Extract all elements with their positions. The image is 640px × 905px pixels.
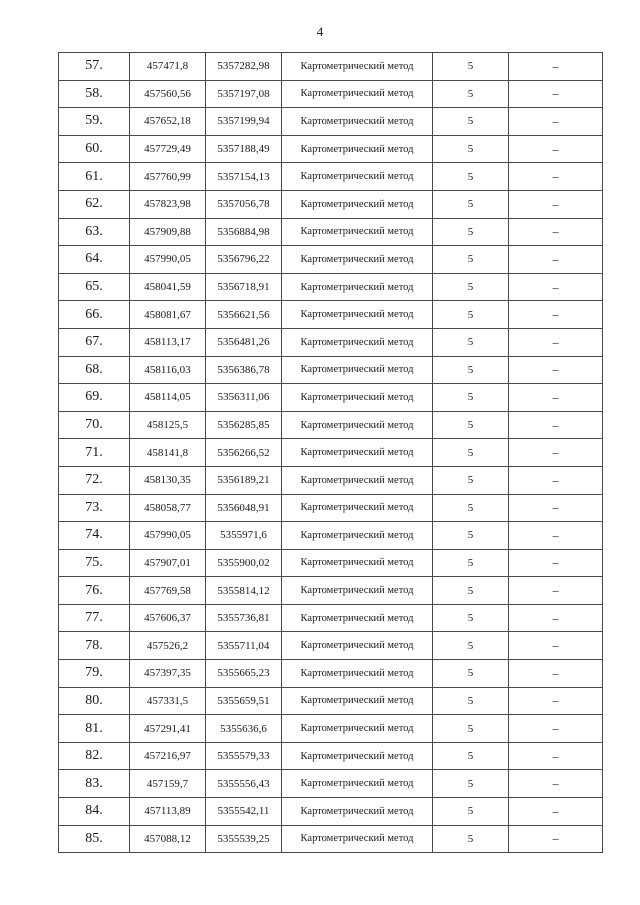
y-coordinate-cell: 5355659,51 <box>206 687 282 715</box>
y-coordinate-cell: 5357154,13 <box>206 163 282 191</box>
note-cell: – <box>509 246 603 274</box>
x-coordinate-cell: 457907,01 <box>130 549 206 577</box>
x-coordinate-cell: 457526,2 <box>130 632 206 660</box>
method-cell: Картометрический метод <box>282 163 433 191</box>
note-cell: – <box>509 604 603 632</box>
y-coordinate-cell: 5356048,91 <box>206 494 282 522</box>
table-row <box>59 632 603 660</box>
table-row <box>59 798 603 826</box>
x-coordinate-cell: 457760,99 <box>130 163 206 191</box>
note-cell: – <box>509 742 603 770</box>
method-cell: Картометрический метод <box>282 356 433 384</box>
accuracy-cell: 5 <box>433 825 509 853</box>
x-coordinate-cell: 457652,18 <box>130 108 206 136</box>
table-row <box>59 108 603 136</box>
table-row <box>59 604 603 632</box>
table-row <box>59 577 603 605</box>
point-number-cell: 61. <box>59 163 130 191</box>
method-cell: Картометрический метод <box>282 328 433 356</box>
point-number-cell: 81. <box>59 715 130 743</box>
note-cell: – <box>509 108 603 136</box>
note-cell: – <box>509 439 603 467</box>
x-coordinate-cell: 458141,8 <box>130 439 206 467</box>
method-cell: Картометрический метод <box>282 246 433 274</box>
accuracy-cell: 5 <box>433 163 509 191</box>
table-row <box>59 549 603 577</box>
table-row <box>59 80 603 108</box>
y-coordinate-cell: 5357282,98 <box>206 53 282 81</box>
accuracy-cell: 5 <box>433 577 509 605</box>
point-number-cell: 78. <box>59 632 130 660</box>
point-number-cell: 75. <box>59 549 130 577</box>
x-coordinate-cell: 457769,58 <box>130 577 206 605</box>
accuracy-cell: 5 <box>433 135 509 163</box>
method-cell: Картометрический метод <box>282 53 433 81</box>
note-cell: – <box>509 770 603 798</box>
point-number-cell: 84. <box>59 798 130 826</box>
point-number-cell: 62. <box>59 190 130 218</box>
point-number-cell: 59. <box>59 108 130 136</box>
x-coordinate-cell: 457560,56 <box>130 80 206 108</box>
point-number-cell: 63. <box>59 218 130 246</box>
point-number-cell: 72. <box>59 466 130 494</box>
accuracy-cell: 5 <box>433 660 509 688</box>
method-cell: Картометрический метод <box>282 218 433 246</box>
x-coordinate-cell: 458041,59 <box>130 273 206 301</box>
x-coordinate-cell: 458116,03 <box>130 356 206 384</box>
method-cell: Картометрический метод <box>282 798 433 826</box>
y-coordinate-cell: 5356481,26 <box>206 328 282 356</box>
method-cell: Картометрический метод <box>282 825 433 853</box>
table-row <box>59 384 603 412</box>
x-coordinate-cell: 457216,97 <box>130 742 206 770</box>
y-coordinate-cell: 5356386,78 <box>206 356 282 384</box>
table-row <box>59 687 603 715</box>
table-row <box>59 53 603 81</box>
coordinates-table <box>58 52 603 853</box>
note-cell: – <box>509 798 603 826</box>
point-number-cell: 74. <box>59 522 130 550</box>
point-number-cell: 85. <box>59 825 130 853</box>
note-cell: – <box>509 411 603 439</box>
method-cell: Картометрический метод <box>282 384 433 412</box>
x-coordinate-cell: 457990,05 <box>130 522 206 550</box>
accuracy-cell: 5 <box>433 53 509 81</box>
accuracy-cell: 5 <box>433 770 509 798</box>
method-cell: Картометрический метод <box>282 604 433 632</box>
x-coordinate-cell: 458058,77 <box>130 494 206 522</box>
page-number: 4 <box>316 24 324 39</box>
method-cell: Картометрический метод <box>282 411 433 439</box>
accuracy-cell: 5 <box>433 384 509 412</box>
accuracy-cell: 5 <box>433 411 509 439</box>
note-cell: – <box>509 825 603 853</box>
method-cell: Картометрический метод <box>282 108 433 136</box>
x-coordinate-cell: 458081,67 <box>130 301 206 329</box>
table-row <box>59 135 603 163</box>
x-coordinate-cell: 458130,35 <box>130 466 206 494</box>
note-cell: – <box>509 135 603 163</box>
y-coordinate-cell: 5355542,11 <box>206 798 282 826</box>
y-coordinate-cell: 5355900,02 <box>206 549 282 577</box>
point-number-cell: 73. <box>59 494 130 522</box>
point-number-cell: 71. <box>59 439 130 467</box>
note-cell: – <box>509 494 603 522</box>
x-coordinate-cell: 457331,5 <box>130 687 206 715</box>
method-cell: Картометрический метод <box>282 770 433 798</box>
table-row <box>59 411 603 439</box>
y-coordinate-cell: 5356884,98 <box>206 218 282 246</box>
point-number-cell: 83. <box>59 770 130 798</box>
accuracy-cell: 5 <box>433 604 509 632</box>
y-coordinate-cell: 5357188,49 <box>206 135 282 163</box>
y-coordinate-cell: 5355556,43 <box>206 770 282 798</box>
x-coordinate-cell: 458113,17 <box>130 328 206 356</box>
point-number-cell: 65. <box>59 273 130 301</box>
x-coordinate-cell: 457397,35 <box>130 660 206 688</box>
point-number-cell: 67. <box>59 328 130 356</box>
x-coordinate-cell: 458125,5 <box>130 411 206 439</box>
y-coordinate-cell: 5357199,94 <box>206 108 282 136</box>
table-row <box>59 742 603 770</box>
y-coordinate-cell: 5357056,78 <box>206 190 282 218</box>
note-cell: – <box>509 53 603 81</box>
x-coordinate-cell: 457909,88 <box>130 218 206 246</box>
x-coordinate-cell: 457471,8 <box>130 53 206 81</box>
point-number-cell: 79. <box>59 660 130 688</box>
point-number-cell: 64. <box>59 246 130 274</box>
note-cell: – <box>509 384 603 412</box>
y-coordinate-cell: 5356621,56 <box>206 301 282 329</box>
x-coordinate-cell: 457823,98 <box>130 190 206 218</box>
method-cell: Картометрический метод <box>282 549 433 577</box>
y-coordinate-cell: 5355579,33 <box>206 742 282 770</box>
accuracy-cell: 5 <box>433 522 509 550</box>
point-number-cell: 82. <box>59 742 130 770</box>
y-coordinate-cell: 5355971,6 <box>206 522 282 550</box>
table-row <box>59 163 603 191</box>
accuracy-cell: 5 <box>433 466 509 494</box>
accuracy-cell: 5 <box>433 246 509 274</box>
note-cell: – <box>509 632 603 660</box>
accuracy-cell: 5 <box>433 301 509 329</box>
note-cell: – <box>509 218 603 246</box>
method-cell: Картометрический метод <box>282 135 433 163</box>
accuracy-cell: 5 <box>433 549 509 577</box>
x-coordinate-cell: 457088,12 <box>130 825 206 853</box>
method-cell: Картометрический метод <box>282 466 433 494</box>
point-number-cell: 69. <box>59 384 130 412</box>
y-coordinate-cell: 5355665,23 <box>206 660 282 688</box>
table-row <box>59 522 603 550</box>
accuracy-cell: 5 <box>433 742 509 770</box>
accuracy-cell: 5 <box>433 273 509 301</box>
y-coordinate-cell: 5355539,25 <box>206 825 282 853</box>
point-number-cell: 77. <box>59 604 130 632</box>
note-cell: – <box>509 163 603 191</box>
table-row <box>59 218 603 246</box>
method-cell: Картометрический метод <box>282 632 433 660</box>
accuracy-cell: 5 <box>433 356 509 384</box>
method-cell: Картометрический метод <box>282 742 433 770</box>
method-cell: Картометрический метод <box>282 687 433 715</box>
point-number-cell: 58. <box>59 80 130 108</box>
point-number-cell: 68. <box>59 356 130 384</box>
accuracy-cell: 5 <box>433 108 509 136</box>
x-coordinate-cell: 458114,05 <box>130 384 206 412</box>
point-number-cell: 70. <box>59 411 130 439</box>
note-cell: – <box>509 549 603 577</box>
y-coordinate-cell: 5356266,52 <box>206 439 282 467</box>
note-cell: – <box>509 190 603 218</box>
table-row <box>59 301 603 329</box>
table-row <box>59 494 603 522</box>
accuracy-cell: 5 <box>433 715 509 743</box>
table-row <box>59 660 603 688</box>
method-cell: Картометрический метод <box>282 660 433 688</box>
method-cell: Картометрический метод <box>282 715 433 743</box>
note-cell: – <box>509 80 603 108</box>
table-row <box>59 466 603 494</box>
point-number-cell: 66. <box>59 301 130 329</box>
y-coordinate-cell: 5355711,04 <box>206 632 282 660</box>
accuracy-cell: 5 <box>433 190 509 218</box>
y-coordinate-cell: 5355736,81 <box>206 604 282 632</box>
table-body <box>59 53 603 853</box>
note-cell: – <box>509 715 603 743</box>
table-row <box>59 356 603 384</box>
point-number-cell: 60. <box>59 135 130 163</box>
accuracy-cell: 5 <box>433 687 509 715</box>
x-coordinate-cell: 457113,89 <box>130 798 206 826</box>
accuracy-cell: 5 <box>433 632 509 660</box>
y-coordinate-cell: 5357197,08 <box>206 80 282 108</box>
y-coordinate-cell: 5356189,21 <box>206 466 282 494</box>
method-cell: Картометрический метод <box>282 494 433 522</box>
x-coordinate-cell: 457606,37 <box>130 604 206 632</box>
method-cell: Картометрический метод <box>282 301 433 329</box>
point-number-cell: 76. <box>59 577 130 605</box>
y-coordinate-cell: 5356285,85 <box>206 411 282 439</box>
method-cell: Картометрический метод <box>282 273 433 301</box>
y-coordinate-cell: 5356718,91 <box>206 273 282 301</box>
note-cell: – <box>509 301 603 329</box>
table-row <box>59 715 603 743</box>
note-cell: – <box>509 356 603 384</box>
x-coordinate-cell: 457990,05 <box>130 246 206 274</box>
table-row <box>59 246 603 274</box>
note-cell: – <box>509 522 603 550</box>
method-cell: Картометрический метод <box>282 577 433 605</box>
accuracy-cell: 5 <box>433 798 509 826</box>
method-cell: Картометрический метод <box>282 190 433 218</box>
accuracy-cell: 5 <box>433 494 509 522</box>
x-coordinate-cell: 457159,7 <box>130 770 206 798</box>
y-coordinate-cell: 5355636,6 <box>206 715 282 743</box>
note-cell: – <box>509 577 603 605</box>
method-cell: Картометрический метод <box>282 522 433 550</box>
table-row <box>59 825 603 853</box>
note-cell: – <box>509 273 603 301</box>
accuracy-cell: 5 <box>433 328 509 356</box>
point-number-cell: 57. <box>59 53 130 81</box>
accuracy-cell: 5 <box>433 439 509 467</box>
x-coordinate-cell: 457729,49 <box>130 135 206 163</box>
y-coordinate-cell: 5355814,12 <box>206 577 282 605</box>
note-cell: – <box>509 328 603 356</box>
note-cell: – <box>509 660 603 688</box>
x-coordinate-cell: 457291,41 <box>130 715 206 743</box>
note-cell: – <box>509 687 603 715</box>
method-cell: Картометрический метод <box>282 439 433 467</box>
method-cell: Картометрический метод <box>282 80 433 108</box>
accuracy-cell: 5 <box>433 218 509 246</box>
note-cell: – <box>509 466 603 494</box>
y-coordinate-cell: 5356796,22 <box>206 246 282 274</box>
table-row <box>59 190 603 218</box>
table-row <box>59 439 603 467</box>
table-row <box>59 328 603 356</box>
table-row <box>59 273 603 301</box>
point-number-cell: 80. <box>59 687 130 715</box>
y-coordinate-cell: 5356311,06 <box>206 384 282 412</box>
table-row <box>59 770 603 798</box>
accuracy-cell: 5 <box>433 80 509 108</box>
